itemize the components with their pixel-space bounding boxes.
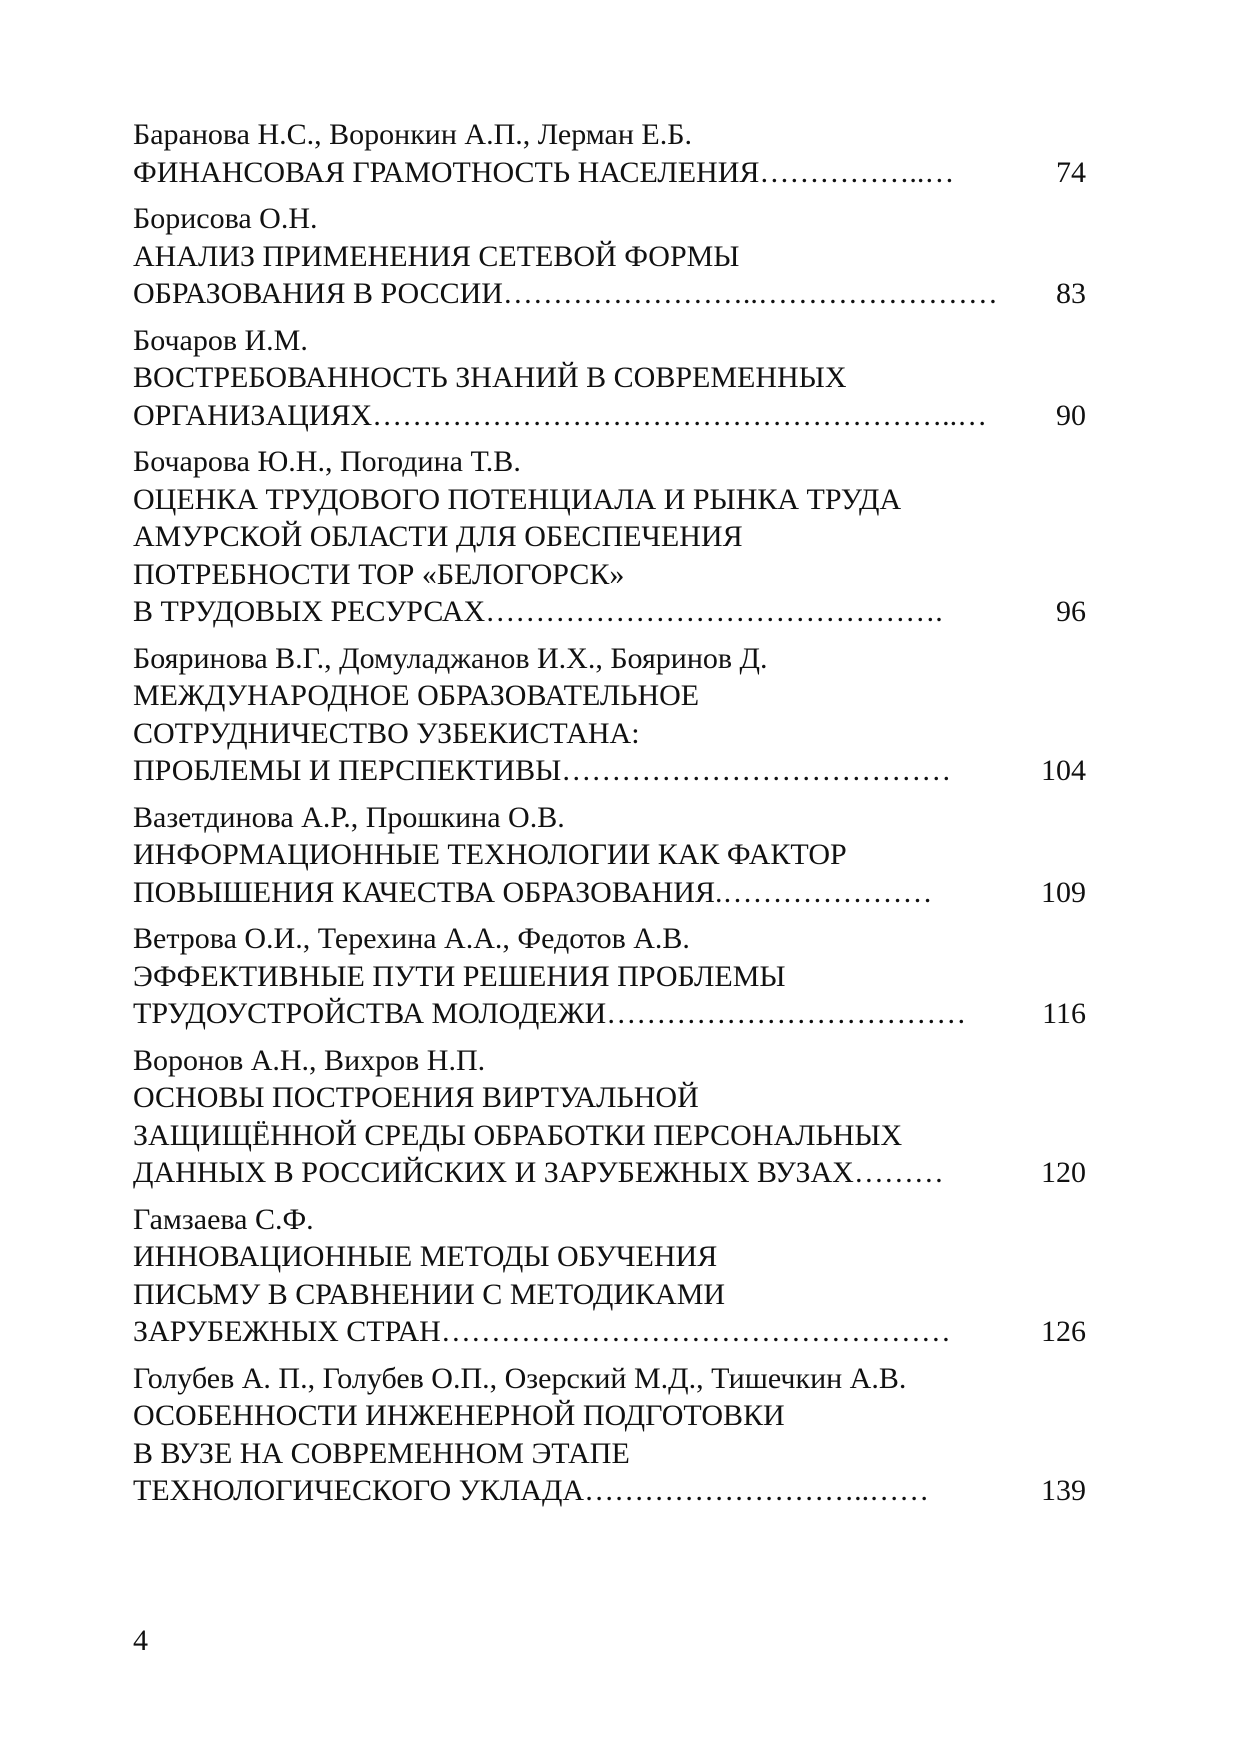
entry-title-text: В ТРУДОВЫХ РЕСУРСАХ <box>133 595 486 628</box>
entry-title-last-line[interactable] <box>133 275 1086 313</box>
entry-page-number: 109 <box>1041 875 1086 909</box>
toc-entry <box>133 116 1093 191</box>
page-number: 4 <box>133 1624 148 1657</box>
dot-leader: ………………………………………. <box>485 595 943 628</box>
entry-title-line: ПОТРЕБНОСТИ ТОР «БЕЛОГОРСК» <box>133 557 625 591</box>
entry-title-line: МЕЖДУНАРОДНОЕ ОБРАЗОВАТЕЛЬНОЕ <box>133 679 700 712</box>
toc-entry <box>133 200 1093 313</box>
entry-authors: Бочарова Ю.Н., Погодина Т.В. <box>133 445 521 478</box>
toc-entry <box>133 640 1093 790</box>
entry-authors: Ветрова О.И., Терехина А.А., Федотов А.В. <box>133 922 690 955</box>
dot-leader: ……………………………… <box>606 997 967 1030</box>
entry-title-line: В ВУЗЕ НА СОВРЕМЕННОМ ЭТАПЕ <box>133 1436 630 1470</box>
entry-title-text: ПОВЫШЕНИЯ КАЧЕСТВА ОБРАЗОВАНИЯ. <box>133 875 723 909</box>
entry-title-line: ВОСТРЕБОВАННОСТЬ ЗНАНИЙ В СОВРЕМЕННЫХ <box>133 361 847 394</box>
entry-authors: Бочаров И.М. <box>133 323 308 357</box>
dot-leader: ……………..… <box>759 155 955 189</box>
entry-title-line: ИНФОРМАЦИОННЫЕ ТЕХНОЛОГИИ КАК ФАКТОР <box>133 838 847 871</box>
entry-title-text: ЗАРУБЕЖНЫХ СТРАН <box>133 1315 441 1348</box>
entry-page-number: 120 <box>1041 1156 1086 1189</box>
entry-page-number: 104 <box>1041 754 1086 787</box>
entry-authors: Баранова Н.С., Воронкин А.П., Лерман Е.Б. <box>133 118 692 151</box>
dot-leader: …………………………………………… <box>440 1315 951 1348</box>
entry-title-last-line[interactable] <box>133 874 1086 912</box>
toc-entry <box>133 920 1093 1033</box>
entry-title-last-line[interactable] <box>133 397 1086 435</box>
dot-leader: ………………… <box>722 875 933 909</box>
toc-entry <box>133 443 1093 631</box>
entry-title-text: ОРГАНИЗАЦИЯХ <box>133 398 373 432</box>
dot-leader: …………………………………………………..… <box>372 398 988 432</box>
entry-authors: Воронов А.Н., Вихров Н.П. <box>133 1043 486 1077</box>
entry-title-text: ПРОБЛЕМЫ И ПЕРСПЕКТИВЫ <box>133 754 562 787</box>
table-of-contents <box>133 116 1093 1519</box>
entry-page-number: 139 <box>1041 1474 1086 1507</box>
entry-page-number: 96 <box>1056 595 1086 628</box>
entry-title-line: АНАЛИЗ ПРИМЕНЕНИЯ СЕТЕВОЙ ФОРМЫ <box>133 239 740 273</box>
entry-title-last-line[interactable] <box>133 154 1086 192</box>
entry-authors: Бояринова В.Г., Домуладжанов И.Х., Бояринов Д. <box>133 641 768 675</box>
entry-title-last-line[interactable] <box>133 1313 1086 1351</box>
toc-entry <box>133 1360 1093 1510</box>
toc-entry <box>133 799 1093 912</box>
entry-title-last-line[interactable] <box>133 1472 1086 1510</box>
entry-authors: Вазетдинова А.Р., Прошкина О.В. <box>133 800 565 834</box>
entry-page-number: 74 <box>1056 155 1086 189</box>
entry-title-last-line[interactable] <box>133 1154 1086 1192</box>
entry-title-line: ЗАЩИЩЁННОЙ СРЕДЫ ОБРАБОТКИ ПЕРСОНАЛЬНЫХ <box>133 1118 903 1152</box>
entry-title-line: ЭФФЕКТИВНЫЕ ПУТИ РЕШЕНИЯ ПРОБЛЕМЫ <box>133 959 786 993</box>
entry-title-line: АМУРСКОЙ ОБЛАСТИ ДЛЯ ОБЕСПЕЧЕНИЯ <box>133 520 743 553</box>
dot-leader: ………………………..…… <box>584 1474 930 1507</box>
entry-title-text: ТЕХНОЛОГИЧЕСКОГО УКЛАДА <box>133 1474 585 1507</box>
entry-page-number: 83 <box>1056 277 1086 310</box>
entry-title-line: ИННОВАЦИОННЫЕ МЕТОДЫ ОБУЧЕНИЯ <box>133 1240 718 1273</box>
entry-title-last-line[interactable] <box>133 995 1086 1033</box>
entry-title-text: ТРУДОУСТРОЙСТВА МОЛОДЕЖИ <box>133 997 607 1030</box>
entry-title-text: ОБРАЗОВАНИЯ В РОССИИ <box>133 277 503 310</box>
entry-authors: Голубев А. П., Голубев О.П., Озерский М.Д., Тишечкин А.В. <box>133 1361 907 1395</box>
entry-title-last-line[interactable] <box>133 593 1086 631</box>
entry-title-line: ОЦЕНКА ТРУДОВОГО ПОТЕНЦИАЛА И РЫНКА ТРУДА <box>133 482 902 516</box>
entry-title-line: СОТРУДНИЧЕСТВО УЗБЕКИСТАНА: <box>133 716 640 750</box>
entry-page-number: 116 <box>1042 997 1086 1030</box>
entry-authors: Гамзаева С.Ф. <box>133 1202 314 1236</box>
entry-title-line: ОСОБЕННОСТИ ИНЖЕНЕРНОЙ ПОДГОТОВКИ <box>133 1399 785 1432</box>
dot-leader: ………………………………… <box>561 754 952 787</box>
entry-page-number: 126 <box>1041 1315 1086 1348</box>
entry-title-text: ФИНАНСОВАЯ ГРАМОТНОСТЬ НАСЕЛЕНИЯ <box>133 155 760 189</box>
entry-title-last-line[interactable] <box>133 752 1086 790</box>
toc-entry <box>133 322 1093 435</box>
entry-title-line: ОСНОВЫ ПОСТРОЕНИЯ ВИРТУАЛЬНОЙ <box>133 1081 699 1114</box>
entry-title-text: ДАННЫХ В РОССИЙСКИХ И ЗАРУБЕЖНЫХ ВУЗАХ <box>133 1156 854 1189</box>
dot-leader: ……… <box>853 1156 944 1189</box>
entry-title-line: ПИСЬМУ В СРАВНЕНИИ С МЕТОДИКАМИ <box>133 1277 726 1311</box>
dot-leader: ……………………..…………………… <box>502 277 998 310</box>
entry-authors: Борисова О.Н. <box>133 202 318 235</box>
toc-entry <box>133 1042 1093 1192</box>
toc-entry <box>133 1201 1093 1351</box>
entry-page-number: 90 <box>1056 398 1086 432</box>
